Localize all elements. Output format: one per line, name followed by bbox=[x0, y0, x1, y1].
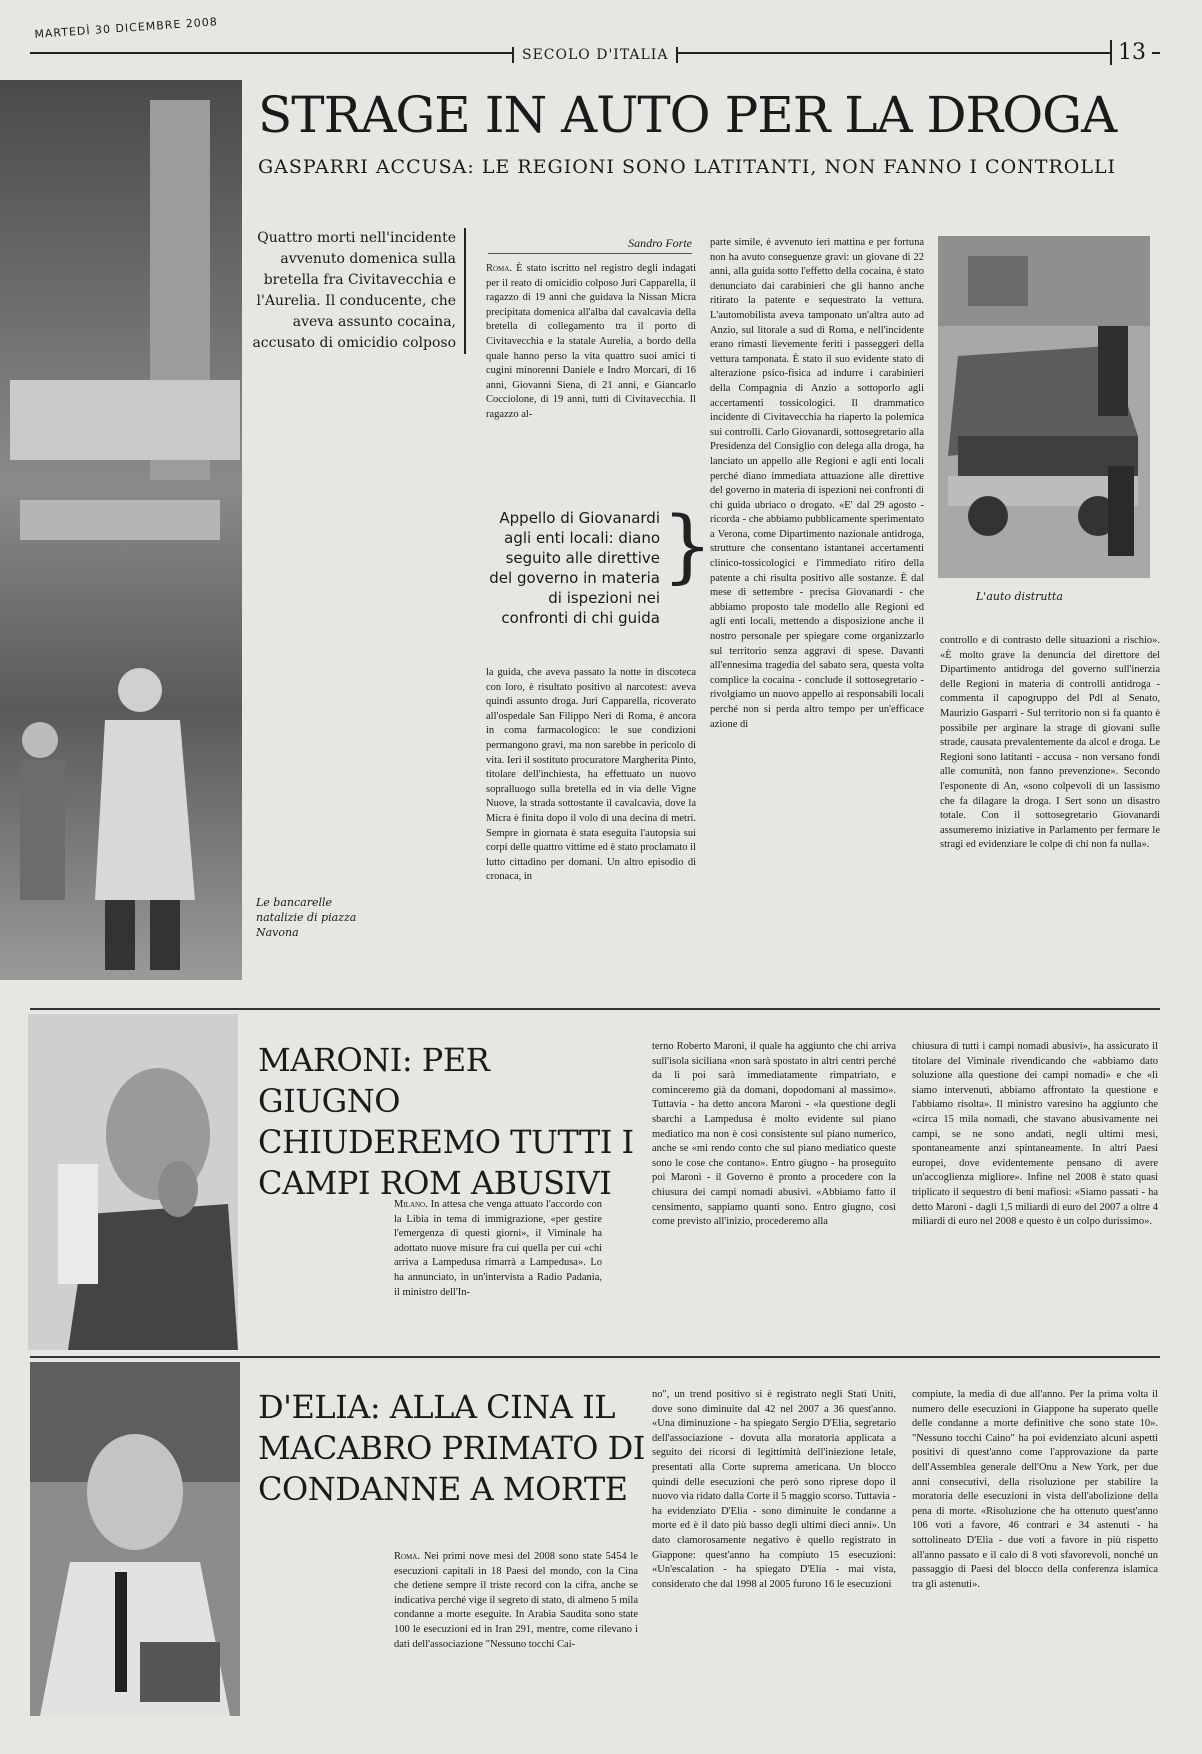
pullquote-brace-icon: } bbox=[662, 499, 713, 592]
article2-text-2: terno Roberto Maroni, il quale ha aggiunto che chi arriva sull'isola siciliana «non sarà spostato in altri centri perché da lì poi sarà immediatamente rimpatriato, e cominceremo già da domani, dopodomani al massimo». Tuttavia - ha detto ancora Maroni - «la questione degli sbarchi a Lampedusa è molto evidente sul piano mediatico ma non è così consistente sul piano numerico, anche se «mi rendo conto che sul piano mediatico queste sono le cose che contano». Entro giugno - ha proseguito poi Maroni - il Governo è pronto a procedere con la chiusura dei campi nomadi abusivi. «Abbiamo fatto il censimento, sappiamo quanti sono. Entro giugno, così come previsto all'inizio, procederemo alla bbox=[652, 1041, 896, 1228]
article1-title: STRAGE IN AUTO PER LA DROGA bbox=[258, 86, 1117, 144]
photo-delia bbox=[30, 1362, 240, 1716]
article2-column-2 bbox=[652, 1040, 896, 1350]
section-divider-2 bbox=[30, 1356, 1160, 1358]
article2-column-3 bbox=[912, 1040, 1158, 1350]
article3-column-2 bbox=[652, 1388, 896, 1718]
article2-text-3: chiusura di tutti i campi nomadi abusivi», ha assicurato il titolare del Viminale rivendicando che «abbiamo dato soluzione alla questione dei campi nomadi» e che «lì siamo intervenuti, abbiamo affrontato la questione e l'abbiamo risolta». Il ministro varesino ha aggiunto che «circa 15 mila nomadi, che stavano abusivamente nei campi, se ne sono andati, negli ultimi mesi, spontaneamente anzi spintaneamente. In altri Paesi europei, dove evidentemente pensano di avere un'accoglienza migliore». Infine nel 2008 è stato quasi triplicato il sequestro di beni mafiosi: «Siamo passati - ha detto Maroni - dagli 1,5 miliardi di euro del 2007 a oltre 4 miliardi di euro nel 2008 e questo è un colpo durissimo». bbox=[912, 1041, 1158, 1228]
article1-text-1: È stato iscritto nel registro degli indagati per il reato di omicidio colposo Juri Capparella, il ragazzo di 19 anni che guidava la Nissan Micra precipitata domenica all'alba dal cavalcavia della bretella di collegamento tra il porto di Civitavecchia e la statale Aurelia, a bordo della quale hanno perso la vita quattro suoi amici ti cugini minorenni Daniele e Indro Morcari, di 16 anni, Giovanni Siena, di 21 anni, e Giancarlo Cocciolone, di 19 anni, tutti di Civitavecchia. Il ragazzo al- bbox=[486, 263, 696, 420]
caption-car: L'auto distrutta bbox=[976, 590, 1063, 603]
article1-column-3 bbox=[940, 634, 1160, 982]
caption-navona: Le bancarelle natalizie di piazza Navona bbox=[256, 896, 357, 939]
page-number: 13 bbox=[1110, 40, 1152, 65]
article1-text-2: parte simile, è avvenuto ieri mattina e per fortuna non ha avuto conseguenze gravi: un giovane di 22 anni, alla guida sotto l'effetto della cocaina, è stato denunciato dai carabinieri che gli hanno anche ritirato la patente e sequestrato la vettura. L'automobilista aveva tamponato un'altra auto ad Anzio, sul litorale a sud di Roma, e nell'incidente erano rimasti lievemente feriti i passeggeri della vettura tamponata. È stato il suo evidente stato di alterazione psico-fisica ad indurre i carabinieri della Compagnia di Anzio a sottoporlo agli accertamenti tossicologici. Il drammatico incidente di Civitavecchia ha riaperto la polemica sui controlli. Carlo Giovanardi, sottosegretario alla Presidenza del Consiglio con delega alla droga, ha lanciato un appello alle Regioni e agli enti locali perché diano immediata attuazione alle direttive del governo in materia di ispezioni nei confronti di chi guida ubriaco o drogato. «E' dal 29 agosto - ricorda - che abbiamo pubblicamente sperimentato a Verona, come Dipartimento nazionale antidroga, strutture che consentano istantanei accertamenti clinico-tossicologici e l'immediato ritiro della patente a chi risulta positivo alle sostanze. È dal mese di settembre - precisa Giovanardi - che abbiamo proposto tale modello alle Regioni ed agli enti locali, mettendo a disposizione anche il nostro personale per spiegare come organizzarlo sul territorio senza aggravi di spese. Davanti all'ennesima tragedia del sabato sera, questa volta complice la cocaina - conclude il sottosegretario - rivolgiamo un nuovo appello ai responsabili locali perché non si perda altro tempo per un'efficace azione di bbox=[710, 237, 924, 730]
article1-summary: Quattro morti nell'incidente avvenuto domenica sulla bretella fra Civitavecchia e l'Aurelia. Il conducente, che aveva assunto cocaina, accusato di omicidio colposo bbox=[252, 228, 466, 354]
paper-name: SECOLO D'ITALIA bbox=[512, 47, 678, 63]
article1-subtitle: GASPARRI ACCUSA: LE REGIONI SONO LATITANTI, NON FANNO I CONTROLLI bbox=[258, 156, 1117, 178]
photo-destroyed-car bbox=[938, 236, 1150, 578]
article1-dateline: Roma. bbox=[486, 263, 512, 274]
article3-dateline: Roma. bbox=[394, 1551, 420, 1562]
article3-title: D'ELIA: ALLA CINA IL MACABRO PRIMATO DI CONDANNE A MORTE bbox=[258, 1388, 645, 1508]
article1-column-1b bbox=[486, 666, 696, 982]
article3-text-3: compiute, la media di due all'anno. Per la prima volta il numero delle esecuzioni in Giappone ha superato quelle delle condanne a morte definitive che sono state 10». "Nessuno tocchi Caino" ha poi evidenziato alcuni aspetti positivi di quest'anno come l'approvazione da parte dell'Assemblea generale dell'Onu a New York, per due anni consecutivi, della risoluzione per stabilire la moratoria delle esecuzioni in vista dell'abolizione della pena di morte. «Risoluzione che ha ottenuto quest'anno 106 voti a favore, 46 contrari e 34 astenuti - ha sottolineato D'Elia - due voti a favore in più rispetto all'anno passato e il calo di 8 voti sfavorevoli, nonché un passaggio di Paesi del blocco della conferenza islamica tra gli astenuti». bbox=[912, 1389, 1158, 1590]
article3-column-3 bbox=[912, 1388, 1158, 1718]
article2-column-1 bbox=[394, 1198, 602, 1348]
photo-maroni bbox=[28, 1014, 238, 1350]
article3-column-1 bbox=[394, 1550, 638, 1718]
article2-title: MARONI: PER GIUGNO CHIUDEREMO TUTTI I CAMPI ROM ABUSIVI bbox=[258, 1041, 634, 1202]
article1-pullquote: Appello di Giovanardi agli enti locali: diano seguito alle direttive del governo in materia di ispezioni nei confronti di chi guida bbox=[489, 509, 660, 627]
issue-date: MARTEDÌ 30 DICEMBRE 2008 bbox=[34, 15, 219, 41]
section-divider-1 bbox=[30, 1008, 1160, 1010]
article1-byline: Sandro Forte bbox=[488, 236, 692, 254]
photo-navona-stalls bbox=[0, 80, 242, 980]
article3-text-1: Nei primi nove mesi del 2008 sono state 5454 le esecuzioni capitali in 18 Paesi del mondo, con la Cina che detiene sempre il triste record con la cifra, anche se indicativa perché vige il segreto di stato, di almeno 5 mila condanne a morte eseguite. In Arabia Saudita sono state 100 le esecuzioni ed in Iran 291, mentre, come rilevano i dati dell'associazione "Nessuno tocchi Cai- bbox=[394, 1551, 638, 1650]
article1-text-3: controllo e di contrasto delle situazioni a rischio». «È molto grave la denuncia del direttore del Dipartimento antidroga del governo sull'inerzia delle Regioni in materia di controlli antidroga - commenta il capogruppo del Pdl al Senato, Maurizio Gasparri - Sul territorio non si fa quanto è possibile per arginare la strage di giovani sulle strade, causata prevalentemente da alcol e droga. Le Regioni sono latitanti - accusa - non versano fondi alle comunità, non fanno prevenzione». Secondo l'esponente di An, «sono colpevoli di un lassismo che fa dilagare la droga. I Sert sono un disastro totale. Con il sottosegretario Giovanardi assumeremo iniziative in Parlamento per fermare le stragi ed evidenziare le colpe di chi non fa nulla». bbox=[940, 635, 1160, 851]
article1-text-1b: la guida, che aveva passato la notte in discoteca con loro, è risultato positivo al narcotest: aveva quindi assunto droga. Juri Capparella, ricoverato all'ospedale San Filippo Neri di Roma, è ancora in coma farmacologico: le sue condizioni permangono gravi, ma non sarebbe in pericolo di vita. Ieri il sostituto procuratore Margherita Pinto, titolare dell'inchiesta, ha effettuato un nuovo sopralluogo sulla bretella ed in via delle Vigne Nuove, la strada sottostante il cavalcavia, dove la Micra è finita dopo il volo di una decina di metri. Sempre in giornata è stata eseguita l'autopsia sui corpi delle quattro vittime ed è stato proclamato il lutto cittadino per domani. Un altro episodio di cronaca, in bbox=[486, 667, 696, 883]
article2-dateline: Milano. bbox=[394, 1199, 428, 1210]
article2-text-1: In attesa che venga attuato l'accordo con la Libia in tema di immigrazione, «per gestire l'emergenza di questi giorni», il Viminale ha adottato nuove misure fra cui quella per cui «chi arriva a Lampedusa rimarrà a Lampedusa». Lo ha annunciato, in un'intervista a Radio Padania, il ministro dell'In- bbox=[394, 1199, 602, 1298]
article1-column-2 bbox=[710, 236, 924, 982]
article1-column-1 bbox=[486, 262, 696, 484]
article3-text-2: no", un trend positivo si è registrato negli Stati Uniti, dove sono diminuite dal 42 nel 2007 a 36 quest'anno. «Una diminuzione - ha spiegato Sergio D'Elia, segretario dell'associazione - dovuta alla moratoria applicata a seguito dei ricorsi di legittimità dell'iniezione letale, presentati alla Corte suprema americana. Un blocco quindi delle esecuzioni che però sono riprese dopo il nuovo via ridato dalla Corte il 5 maggio scorso. Tuttavia - ha evidenziato D'Elia - sono diminuite le condanne a morte ed è il dato più basso degli ultimi dieci anni». Un dato clamorosamente negativo è quello registrato in Giappone: quest'anno ha compiuto 15 esecuzioni: «Un'escalation - ha spiegato D'Elia - mai vista, considerato che dal 1998 al 2005 furono 16 le esecuzioni bbox=[652, 1389, 896, 1590]
